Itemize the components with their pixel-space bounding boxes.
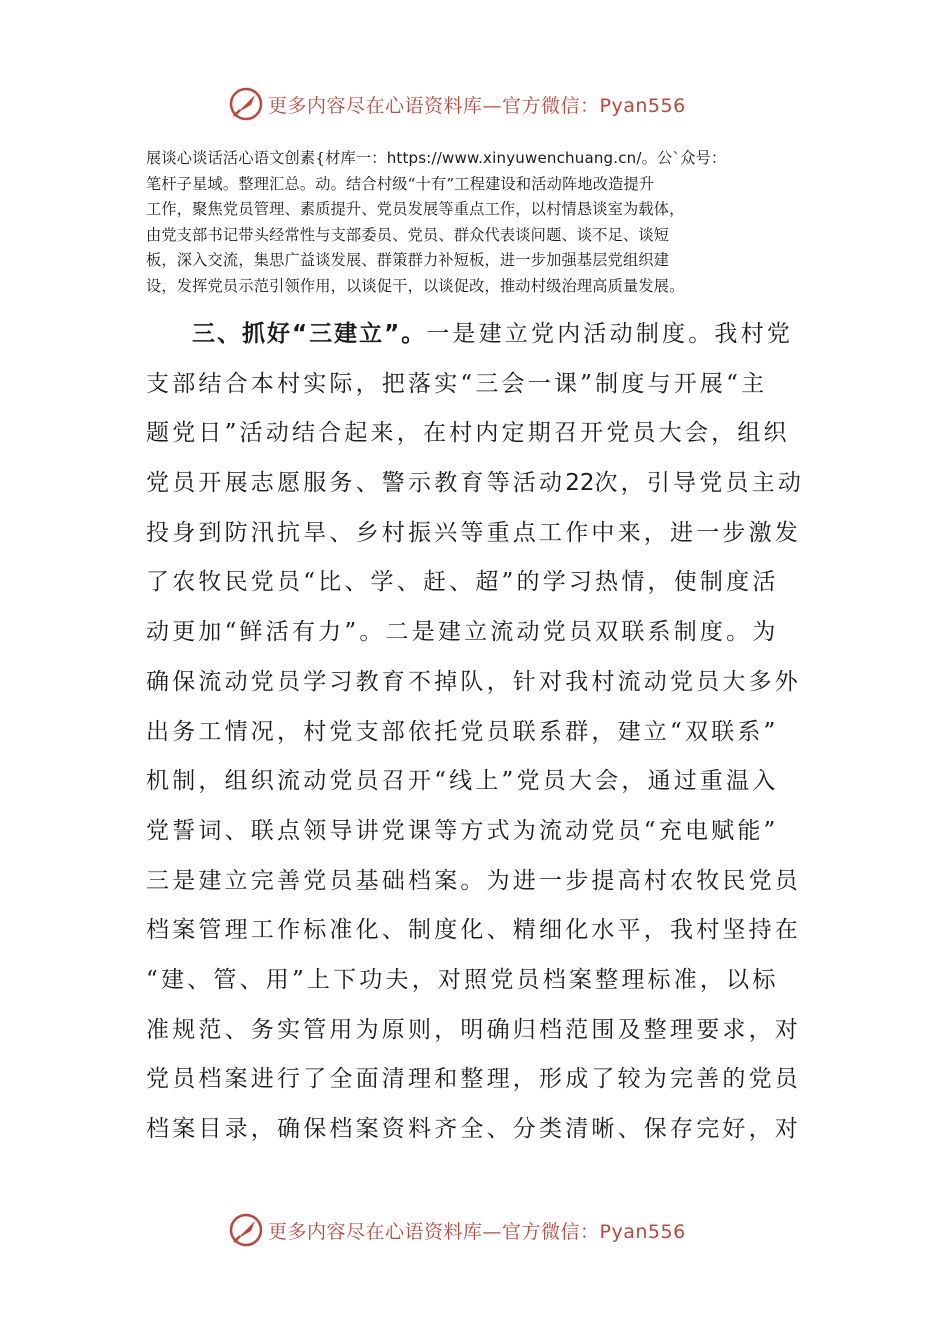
body-line: 题党日”活动结合起来，在村内定期召开党员大会，组织 xyxy=(146,420,790,447)
body-line: “建、管、用”上下功夫，对照党员档案整理标准，以标 xyxy=(146,966,779,993)
body-line: 机制，组织流动党员召开“线上”党员大会，通过重温入 xyxy=(146,768,779,795)
header-watermark-banner xyxy=(228,84,748,124)
body-line: 准规范、务实管用为原则，明确归档范围及整理要求，对 xyxy=(146,1016,801,1043)
section-text: 一是建立党内活动制度。我村党 xyxy=(426,321,794,347)
intro-line: 笔杆子星域。整理汇总。动。结合村级“十有”工程建设和活动阵地改造提升 xyxy=(146,174,655,193)
watermark-label: 更多内容尽在心语资料库—官方微信： xyxy=(268,1220,600,1243)
body-text: 党员开展志愿服务、警示教育等活动 xyxy=(146,470,566,497)
body-line: 党员档案进行了全面清理和整理，形成了较为完善的党员 xyxy=(146,1066,801,1093)
body-line: 确保流动党员学习教育不掉队，针对我村流动党员大多外 xyxy=(146,668,801,695)
watermark-handle: Pyan556 xyxy=(599,1220,686,1243)
watermark-label: 更多内容尽在心语资料库—官方微信： xyxy=(268,94,600,117)
intro-line: 设，发挥党员示范引领作用，以谈促干，以谈促改，推动村级治理高质量发展。 xyxy=(146,276,685,295)
quill-pen-logo xyxy=(228,1212,264,1248)
body-line: 动更加“鲜活有力”。二是建立流动党员双联系制度。为 xyxy=(146,619,779,646)
section-heading: 三、抓好“三建立”。 xyxy=(192,321,427,347)
body-line: 投身到防汛抗旱、乡村振兴等重点工作中来，进一步激发 xyxy=(146,519,801,546)
watermark-text xyxy=(268,1217,686,1244)
body-line: 了农牧民党员“比、学、赶、超”的学习热情，使制度活 xyxy=(146,569,779,596)
body-line: 三是建立完善党员基础档案。为进一步提高村农牧民党员 xyxy=(146,867,801,894)
body-line: 档案管理工作标准化、制度化、精细化水平，我村坚持在 xyxy=(146,917,801,944)
section-first-line xyxy=(146,310,811,360)
body-line: 支部结合本村实际，把落实“三会一课”制度与开展“主 xyxy=(146,370,768,397)
intro-line: 工作，聚焦党员管理、素质提升、党员发展等重点工作，以村情恳谈室为载体， xyxy=(146,200,685,218)
intro-text: 。公`众号： xyxy=(641,149,727,167)
intro-paragraph xyxy=(146,146,811,299)
body-line: 党誓词、联点领导讲党课等方式为流动党员“充电赋能” xyxy=(146,817,779,844)
footer-watermark-banner xyxy=(228,1210,748,1250)
source-url: https://www.xinyuwenchuang.cn/ xyxy=(386,149,642,167)
intro-line xyxy=(146,146,811,172)
body-line xyxy=(146,459,811,509)
body-line: 出务工情况，村党支部依托党员联系群，建立“双联系” xyxy=(146,718,779,745)
body-line: 档案目录，确保档案资料齐全、分类清晰、保存完好，对 xyxy=(146,1116,801,1142)
watermark-handle: Pyan556 xyxy=(599,94,686,117)
intro-line: 板，深入交流，集思广益谈发展、群策群力补短板，进一步加强基层党组织建 xyxy=(146,251,670,269)
intro-line: 由党支部书记带头经常性与支部委员、党员、群众代表谈问题、谈不足、谈短 xyxy=(146,225,670,244)
intro-text: 展谈心谈话活心语文创素{材库一： xyxy=(146,149,387,167)
activity-count: 22 xyxy=(565,470,595,497)
watermark-text xyxy=(268,91,686,118)
section-three-body xyxy=(146,310,811,1155)
body-text: 次，引导党员主动 xyxy=(594,470,805,497)
quill-pen-logo xyxy=(228,86,264,122)
